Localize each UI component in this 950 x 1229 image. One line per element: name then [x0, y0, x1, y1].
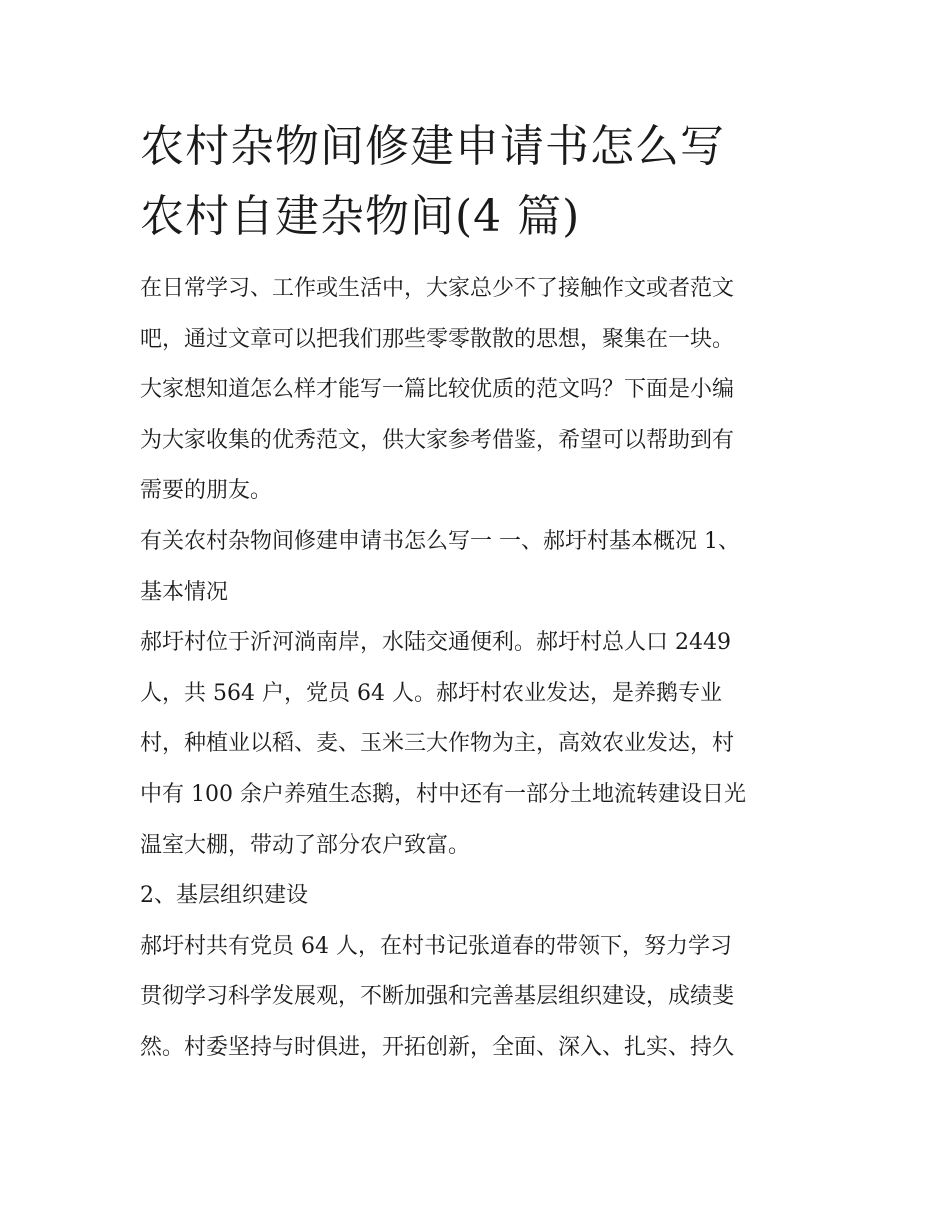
- text-line: 有关农村杂物间修建申请书怎么写一 一、郝圩村基本概况 1、: [140, 528, 740, 554]
- text-line: 需要的朋友。: [140, 478, 273, 504]
- subsection-heading: [140, 871, 820, 922]
- text-line: 大家想知道怎么样才能写一篇比较优质的范文吗？下面是小编: [140, 377, 735, 403]
- intro-paragraph: [140, 264, 820, 517]
- organization-paragraph: [140, 922, 820, 1074]
- text-line: 为大家收集的优秀范文，供大家参考借鉴，希望可以帮助到有: [140, 427, 735, 453]
- document-page: [140, 112, 820, 1074]
- text-line: 在日常学习、工作或生活中，大家总少不了接触作文或者范文: [140, 276, 735, 301]
- text-line: 2、基层组织建设: [140, 883, 308, 909]
- text-line: 然。村委坚持与时俱进，开拓创新，全面、深入、扎实、持久: [140, 1034, 735, 1060]
- title-line-1: 农村杂物间修建申请书怎么写: [140, 121, 725, 172]
- text-line: 贯彻学习科学发展观，不断加强和完善基层组织建设，成绩斐: [140, 984, 735, 1010]
- document-title: [140, 112, 820, 252]
- text-line: 村，种植业以稻、麦、玉米三大作物为主，高效农业发达，村: [140, 731, 735, 757]
- text-line: 郝圩村共有党员 64 人，在村书记张道春的带领下，努力学习: [140, 933, 732, 959]
- village-overview-paragraph: [140, 618, 820, 871]
- text-line: 中有 100 余户养殖生态鹅，村中还有一部分土地流转建设日光: [140, 781, 746, 807]
- section-heading-paragraph: [140, 517, 820, 618]
- text-line: 郝圩村位于沂河淌南岸，水陆交通便利。郝圩村总人口 2449: [140, 630, 731, 656]
- title-line-2: 农村自建杂物间(4 篇): [140, 191, 581, 242]
- text-line: 人，共 564 户，党员 64 人。郝圩村农业发达，是养鹅专业: [140, 680, 722, 706]
- text-line: 吧，通过文章可以把我们那些零零散散的思想，聚集在一块。: [140, 326, 735, 352]
- text-line: 温室大棚，带动了部分农户致富。: [140, 832, 471, 858]
- text-line: 基本情况: [140, 579, 229, 605]
